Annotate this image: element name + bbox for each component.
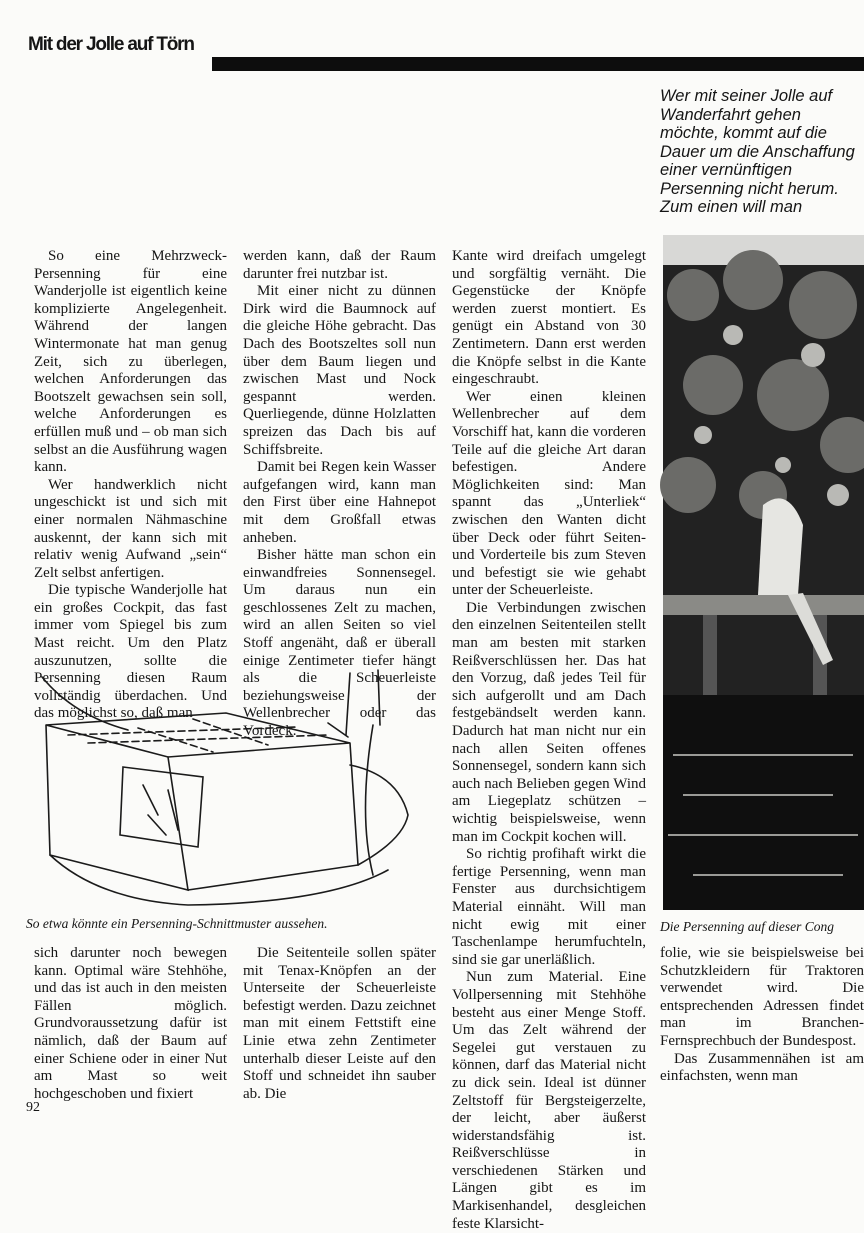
bottom-column-3 (660, 945, 864, 1095)
paragraph: Die Seitenteile sollen später mit Tenax-Knöpfen an der Unterseite der Scheuerleiste befestigt werden. Dazu zeichnet man mit einem Fettstift eine Linie etwa zehn Zentimeter unterhalb dieser Leiste auf den Stoff und schneidet ihn sauber ab. Die (243, 945, 436, 1102)
paragraph: sich darunter noch bewegen kann. Optimal wäre Stehhöhe, und das ist auch in den meisten Fällen möglich. Grundvoraussetzung dafür ist nämlich, daß der Baum auf einer Schiene oder in einer Nut am Mast so weit hochgeschoben und fixiert (34, 945, 227, 1102)
paragraph: Die typische Wanderjolle hat ein großes Cockpit, das fast immer vom Spiegel bis zum Mast reicht. Um den Platz auszunutzen, sollte die Persenning diesen Raum vollständig überdachen. Und das möglichst so, daß man (34, 582, 227, 722)
paragraph: werden kann, daß der Raum darunter frei nutzbar ist. (243, 248, 436, 282)
paragraph: Kante wird dreifach umgelegt und sorgfältig vernäht. Die Gegenstücke der Knöpfe werden zuerst montiert. Es genügt ein Abstand von 30 Zentimetern. Dann erst werden die Knöpfe selbst in die Kante eingeschraubt. (452, 248, 646, 388)
paragraph: Wer handwerklich nicht ungeschickt ist und sich mit einer normalen Nähmaschine auskennt, der kann sich mit relativ wenig Aufwand „sein“ Zelt selbst anfertigen. (34, 476, 227, 581)
section-title: Mit der Jolle auf Törn (28, 34, 194, 55)
article-column-1 (34, 248, 227, 722)
paragraph: Bisher hätte man schon ein einwandfreies Sonnensegel. Um daraus nun ein geschlossenes Zelt zu machen, wird an allen Seiten so viel Stoff angenäht, daß er überall einige Zentimeter tiefer hängt als die Scheuerleiste beziehungsweise der Wellenbrecher oder das Vordeck. (243, 547, 436, 740)
paragraph: Damit bei Regen kein Wasser aufgefangen wird, kann man den First über eine Hahnepot mit dem Großfall etwas anheben. (243, 459, 436, 546)
paragraph: Das Zusammennähen ist am einfachsten, wenn man (660, 1050, 864, 1085)
paragraph: So richtig profihaft wirkt die fertige Persenning, wenn man Fenster aus durchsichtigem Material einnäht. Will man nicht ewig mit einer Taschenlampe herumfuchteln, sind sie gar unerläßlich. (452, 846, 646, 968)
photo-caption: Die Persenning auf dieser Cong (660, 919, 864, 935)
paragraph: Nun zum Material. Eine Vollpersenning mit Stehhöhe besteht aus einer Menge Stoff. Um das Zelt während der Segelei gut verstauen zu können, darf das Material nicht zu dick sein. Ideal ist dünner Zeltstoff für Bergsteigerzelte, der leicht, aber äußerst widerstandsfähig ist. Reißverschlüsse in verschiedenen Stärken und Längen gibt es im Markisenhandel, desgleichen feste Klarsicht- (452, 969, 646, 1232)
bottom-column-2 (243, 945, 436, 1102)
bottom-column-1 (34, 945, 227, 1102)
paragraph: folie, wie sie beispielsweise bei Schutzkleidern für Traktoren verwendet wird. Die entsprechenden Adressen findet man im Branchen-Fernsprechbuch der Bundespost. (660, 945, 864, 1049)
page-number: 92 (26, 1100, 40, 1115)
persenning-sketch-illustration (28, 665, 433, 915)
paragraph: Mit einer nicht zu dünnen Dirk wird die Baumnock auf die gleiche Höhe gebracht. Das Dach des Bootszeltes soll nun über dem Baum liegen und zwischen Mast und Nock gespannt werden. Querliegende, dünne Holzlatten spreizen das Dach bis auf Schiffsbreite. (243, 283, 436, 458)
faded-headline-graphic (180, 85, 650, 235)
sketch-caption: So etwa könnte ein Persenning-Schnittmuster aussehen. (26, 916, 328, 931)
paragraph: So eine Mehrzweck-Persenning für eine Wanderjolle ist eigentlich keine komplizierte Angelegenheit. Während der langen Wintermonate hat man genug Zeit, sich zu überlegen, welchen Anforderungen das Bootszelt gewachsen sein soll, welche Anforderungen es erfüllen muß und – ob man sich selbst an die Ausführung wagen kann. (34, 248, 227, 476)
title-rule (212, 57, 864, 71)
boat-dock-photo (663, 235, 864, 910)
article-column-3 (452, 248, 646, 1232)
paragraph: Die Verbindungen zwischen den einzelnen Seitenteilen stellt man am besten mit starken Reißverschlüssen her. Das hat den Vorzug, daß jedes Teil für sich aufgerollt und am Dach festgebändselt werden kann. Dadurch hat man nicht nur ein nach allen Seiten offenes Sonnensegel, sondern kann sich auch nach Belieben gegen Wind am Liegeplatz schützen – wichtig beispielsweise, wenn man im Cockpit kochen will. (452, 599, 646, 845)
intro-teaser: Wer mit seiner Jolle auf Wanderfahrt gehen möchte, kommt auf die Dauer um die Anschaffung einer vernünftigen Persenning nicht herum. Zum einen will man (660, 87, 855, 216)
article-column-2 (243, 248, 436, 740)
paragraph: Wer einen kleinen Wellenbrecher auf dem Vorschiff hat, kann die vorderen Teile auf die gleiche Art daran befestigen. Andere Möglichkeiten sind: Man spannt das „Unterliek“ zwischen den Wanten dicht über Deck oder führt Seiten- und Vorderteile bis zum Steven und befestigt sie wie gehabt unter der Scheuerleiste. (452, 388, 646, 599)
